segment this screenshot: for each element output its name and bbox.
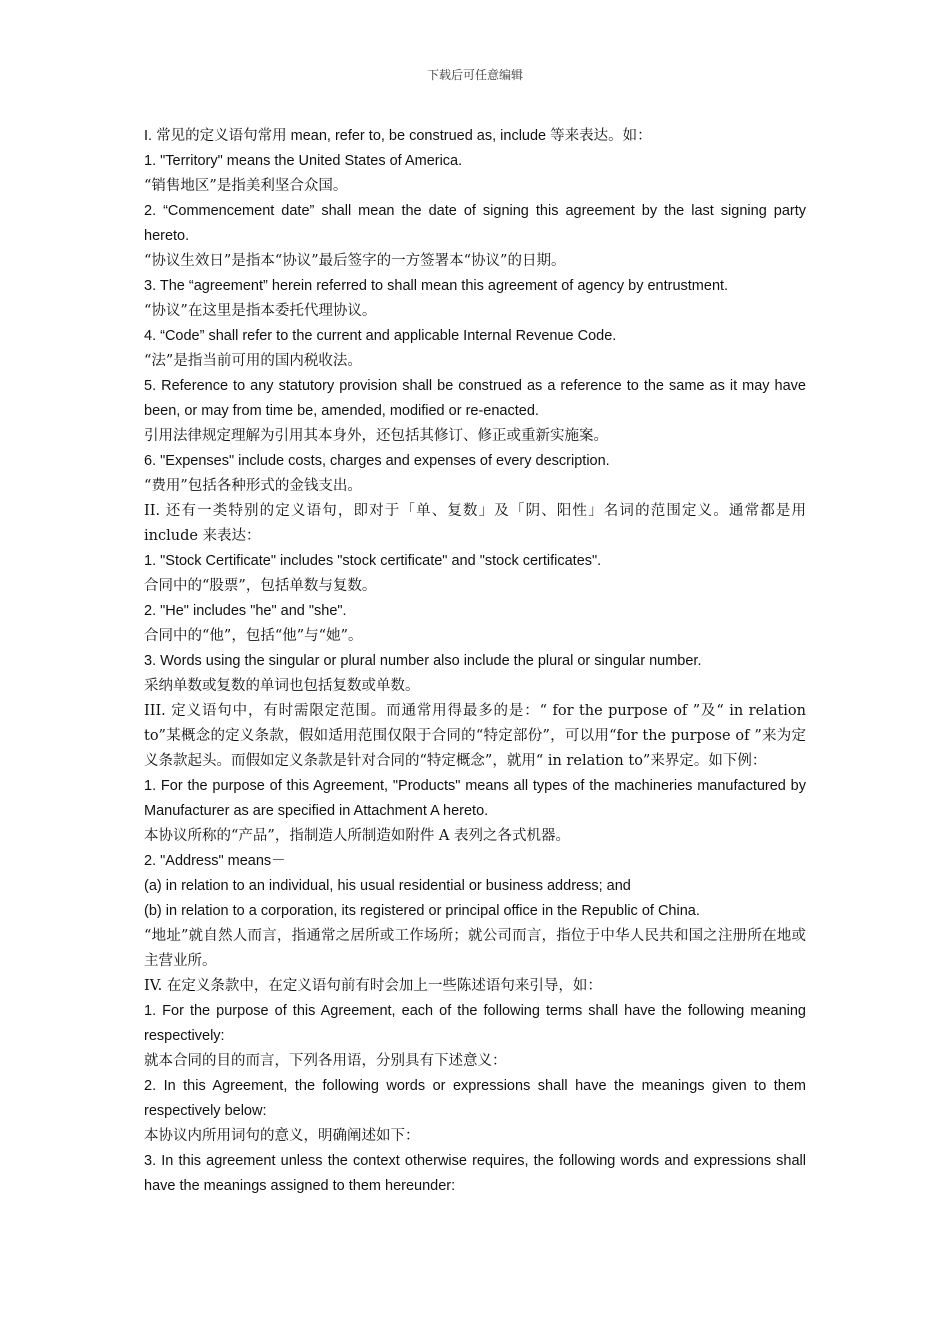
paragraph: 2. "Address" means－ — [144, 853, 286, 869]
paragraph: I. 常见的定义语句常用 mean, refer to, be construed as, include 等来表达。如： — [144, 128, 652, 144]
paragraph: “地址”就自然人而言，指通常之居所或工作场所；就公司而言，指位于中华人民共和国之注册所在地或主营业所。 — [144, 928, 806, 969]
section-heading: III. 定义语句中，有时需限定范围。而通常用得最多的是：“ for the purpose of ”及“ in relation to”某概念的定义条款，假如适用范围仅限于合同的“特定部份”，可以用“for the purpose of ”来为定义条款起头。而假如定义条款是针对合同的“特定概念”，就用“ in relation to”来界定。如下例： — [144, 703, 806, 769]
paragraph: 1. "Territory" means the United States of America. — [144, 153, 463, 169]
paragraph: “协议生效日”是指本“协议”最后签字的一方签署本“协议”的日期。 — [144, 253, 566, 269]
paragraph: 3. In this agreement unless the context otherwise requires, the following words and expressions shall have the meanings assigned to them hereunder: — [144, 1153, 806, 1194]
paragraph: 1. For the purpose of this Agreement, each of the following terms shall have the following meaning respectively: — [144, 1003, 806, 1044]
paragraph: 本协议所称的“产品”，指制造人所制造如附件 A 表列之各式机器。 — [144, 828, 571, 844]
paragraph: 1. For the purpose of this Agreement, "Products" means all types of the machineries manufactured by Manufacturer as are specified in Attachment A hereto. — [144, 778, 806, 819]
paragraph: “费用”包括各种形式的金钱支出。 — [144, 478, 362, 494]
paragraph: 合同中的“他”，包括“他”与“她”。 — [144, 628, 363, 644]
paragraph: 本协议内所用词句的意义，明确阐述如下： — [144, 1128, 420, 1144]
paragraph: 2. “Commencement date” shall mean the date of signing this agreement by the last signing party hereto. — [144, 203, 806, 244]
page-header: 下载后可任意编辑 — [426, 68, 523, 82]
paragraph: “协议”在这里是指本委托代理协议。 — [144, 303, 377, 319]
paragraph: 5. Reference to any statutory provision shall be construed as a reference to the same as it may have been, or may from time be, amended, modified or re-enacted. — [144, 378, 806, 419]
paragraph: “销售地区”是指美利坚合众国。 — [144, 178, 348, 194]
paragraph: 就本合同的目的而言，下列各用语，分别具有下述意义： — [144, 1053, 507, 1069]
paragraph: 2. In this Agreement, the following words or expressions shall have the meanings given to them respectively below: — [144, 1078, 806, 1119]
paragraph: 2. "He" includes "he" and "she". — [144, 603, 347, 619]
paragraph: 4. “Code” shall refer to the current and applicable Internal Revenue Code. — [144, 328, 617, 344]
paragraph: 采纳单数或复数的单词也包括复数或单数。 — [144, 678, 420, 694]
paragraph: 3. Words using the singular or plural number also include the plural or singular number. — [144, 653, 702, 669]
paragraph: 1. "Stock Certificate" includes "stock certificate" and "stock certificates". — [144, 553, 602, 569]
paragraph: (b) in relation to a corporation, its registered or principal office in the Republic of China. — [144, 903, 700, 919]
paragraph: “法”是指当前可用的国内税收法。 — [144, 353, 362, 369]
section-heading: II. 还有一类特别的定义语句，即对于「单、复数」及「阴、阳性」名词的范围定义。通常都是用 include 来表达： — [144, 503, 806, 544]
paragraph: 3. The “agreement” herein referred to shall mean this agreement of agency by entrustment. — [144, 278, 729, 294]
section-heading: IV. 在定义条款中，在定义语句前有时会加上一些陈述语句来引导，如： — [144, 978, 602, 994]
paragraph: (a) in relation to an individual, his usual residential or business address; and — [144, 878, 631, 894]
paragraph: 合同中的“股票”，包括单数与复数。 — [144, 578, 377, 594]
paragraph: 6. "Expenses" include costs, charges and expenses of every description. — [144, 453, 610, 469]
paragraph: 引用法律规定理解为引用其本身外，还包括其修订、修正或重新实施案。 — [144, 428, 608, 444]
document-body — [144, 124, 806, 1199]
